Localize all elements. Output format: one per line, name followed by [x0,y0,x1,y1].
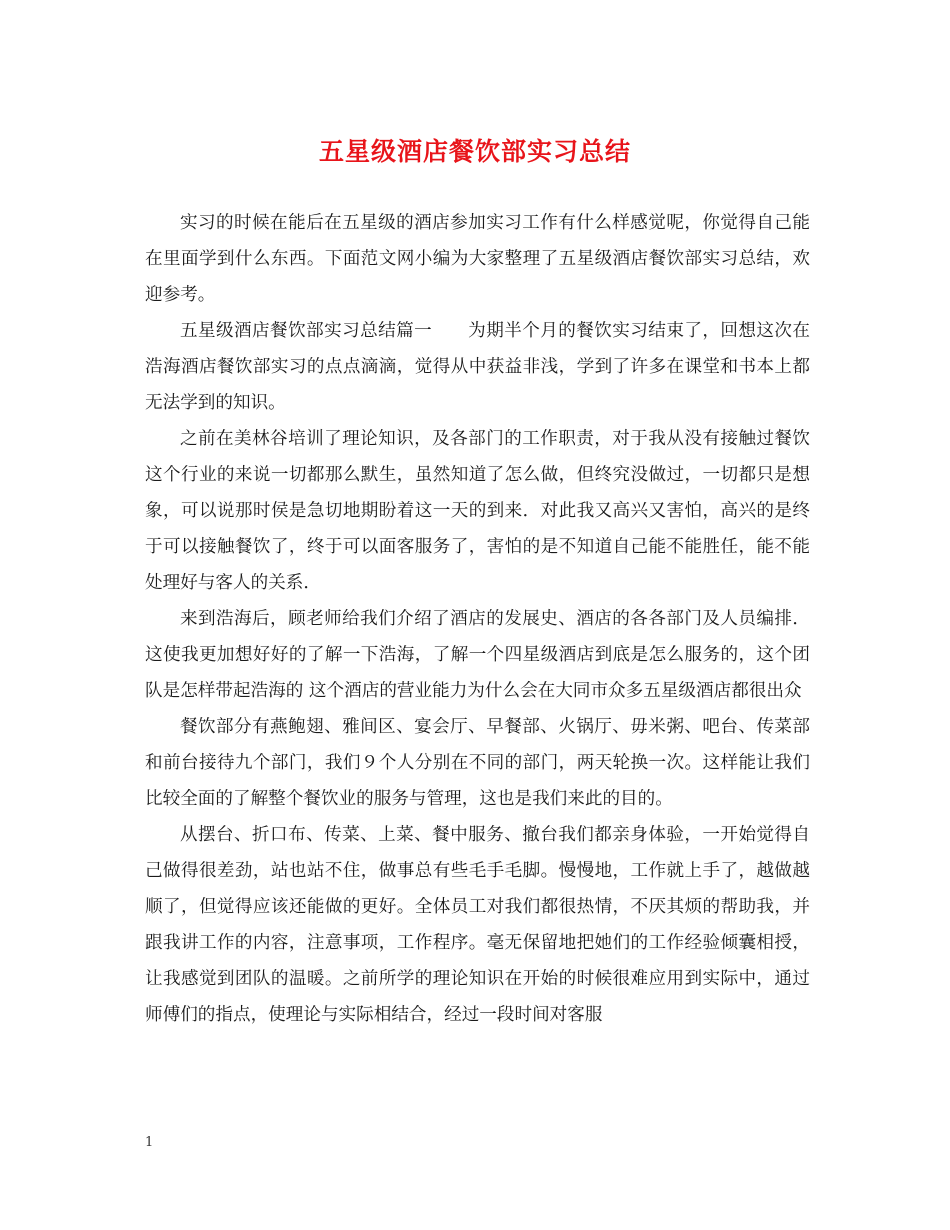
page-number: 1 [145,1135,154,1150]
paragraph: 之前在美林谷培训了理论知识，及各部门的工作职责，对于我从没有接触过餐饮这个行业的来说一切都那么默生，虽然知道了怎么做，但终究没做过，一切都只是想象，可以说那时侯是急切地期盼着这一天的到来．对此我又高兴又害怕，高兴的是终于可以接触餐饮了，终于可以面客服务了，害怕的是不知道自己能不能胜任，能不能处理好与客人的关系． [145,429,810,593]
document-body [145,205,810,1033]
paragraph: 餐饮部分有燕鲍翅、雅间区、宴会厅、早餐部、火锅厅、毋米粥、吧台、传菜部和前台接待九个部门，我们９个人分别在不同的部门，两天轮换一次。这样能让我们比较全面的了解整个餐饮业的服务与管理，这也是我们来此的目的。 [145,717,810,809]
paragraph: 五星级酒店餐饮部实习总结篇一 为期半个月的餐饮实习结束了，回想这次在浩海酒店餐饮部实习的点点滴滴，觉得从中获益非浅，学到了许多在课堂和书本上都无法学到的知识。 [145,321,810,413]
paragraph: 来到浩海后，顾老师给我们介绍了酒店的发展史、酒店的各各部门及人员编排．这使我更加想好好的了解一下浩海，了解一个四星级酒店到底是怎么服务的，这个团队是怎样带起浩海的 这个酒店的营业能力为什么会在大同市众多五星级酒店都很出众 [145,609,810,701]
document-title: 五星级酒店餐饮部实习总结 [318,137,631,166]
paragraph: 实习的时候在能后在五星级的酒店参加实习工作有什么样感觉呢，你觉得自己能在里面学到什么东西。下面范文网小编为大家整理了五星级酒店餐饮部实习总结，欢迎参考。 [145,213,810,305]
paragraph: 从摆台、折口布、传菜、上菜、餐中服务、撤台我们都亲身体验，一开始觉得自己做得很差劲，站也站不住，做事总有些毛手毛脚。慢慢地，工作就上手了，越做越顺了，但觉得应该还能做的更好。全体员工对我们都很热情，不厌其烦的帮助我，并跟我讲工作的内容，注意事项，工作程序。毫无保留地把她们的工作经验倾囊相授，让我感觉到团队的温暖。之前所学的理论知识在开始的时候很难应用到实际中，通过师傅们的指点，使理论与实际相结合，经过一段时间对客服 [145,825,810,1025]
